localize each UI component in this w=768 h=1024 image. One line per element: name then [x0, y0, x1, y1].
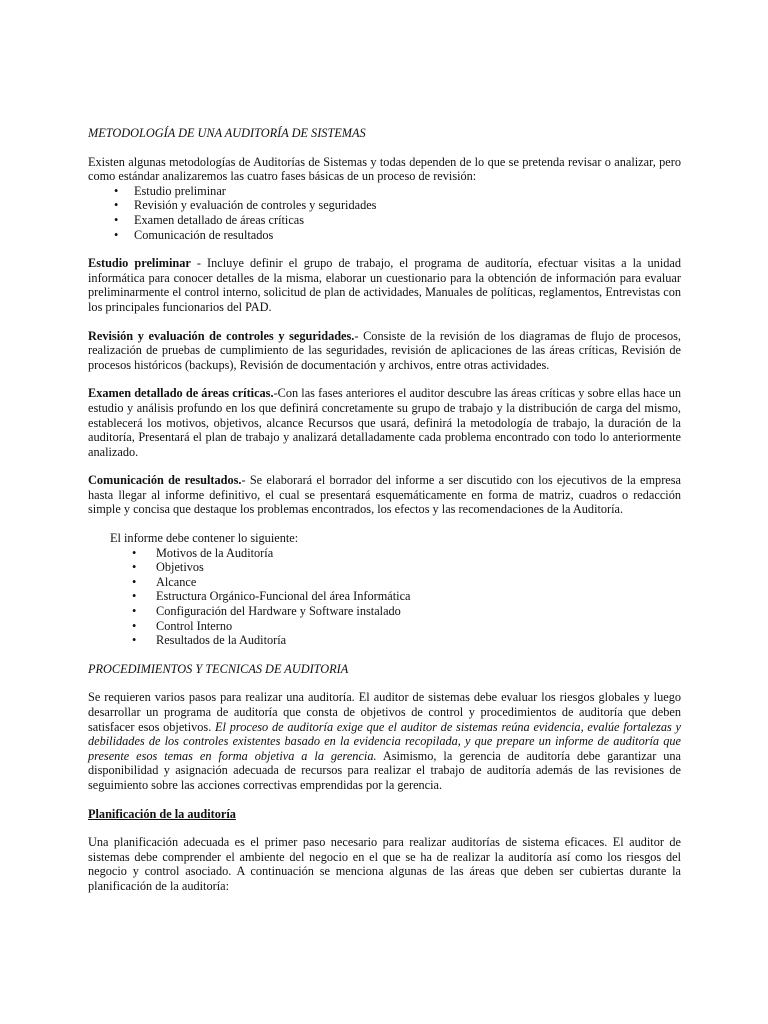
list-item: • Alcance	[88, 575, 681, 590]
procedures-text-start: Se requieren varios pasos para realizar una auditoría. El auditor de sistemas debe evaluar los riesgos globales y luego desarrollar un programa de auditoría que consta de objetivos de control y procedimientos de auditoría que deben satisfacer esos objetivos.	[88, 690, 681, 734]
term-label: Revisión y evaluación de controles y seguridades.	[88, 328, 355, 343]
list-item: • Estructura Orgánico-Funcional del área Informática	[88, 589, 681, 604]
term-label: Comunicación de resultados.	[88, 473, 242, 488]
list-item: • Objetivos	[88, 560, 681, 575]
list-item: • Control Interno	[88, 619, 681, 634]
paragraph-preliminary-study	[88, 256, 681, 314]
list-item: • Configuración del Hardware y Software instalado	[88, 604, 681, 619]
term-text: - Incluye definir el grupo de trabajo, el programa de auditoría, efectuar visitas a la unidad informática para conocer detalles de la misma, elaborar un cuestionario para la obtención de información para evaluar preliminarmente el control interno, solicitud de plan de actividades, Manuales de políticas, reglamentos, Entrevistas con los principales funcionarios del PAD.	[88, 256, 681, 314]
paragraph-critical-areas	[88, 386, 681, 459]
paragraph-results-communication	[88, 473, 681, 517]
paragraph-controls-review	[88, 329, 681, 373]
list-item: • Resultados de la Auditoría	[88, 633, 681, 648]
list-item: • Motivos de la Auditoría	[88, 546, 681, 561]
procedures-text-italic: El proceso de auditoría exige que el auditor de sistemas reúna evidencia, evalúe fortalezas y debilidades de los controles existentes basado en la evidencia recopilada, y que prepare un informe de auditoría que presente esos temas en forma objetiva a la gerencia.	[88, 719, 681, 763]
list-item: • Estudio preliminar	[88, 184, 681, 199]
section-title-procedures: PROCEDIMIENTOS Y TECNICAS DE AUDITORIA	[88, 661, 349, 676]
term-label: Estudio preliminar	[88, 256, 191, 271]
section-title-methodology: METODOLOGÍA DE UNA AUDITORÍA DE SISTEMAS	[88, 126, 366, 140]
section-title-planning	[88, 807, 681, 822]
list-item: • Revisión y evaluación de controles y seguridades	[88, 198, 681, 213]
list-item: • Examen detallado de áreas críticas	[88, 213, 681, 228]
term-text: - Consiste de la revisión de los diagramas de flujo de procesos, realización de pruebas de cumplimiento de las seguridades, revisión de aplicaciones de las áreas críticas, Revisión de procesos históricos (backups), Revisión de documentación y archivos, entre otras actividades.	[88, 328, 681, 372]
procedures-text-end: Asimismo, la gerencia de auditoría debe garantizar una disponibilidad y asignación adecuada de recursos para realizar el trabajo de auditoría además de las revisiones de seguimiento sobre las acciones correctivas emprendidas por la gerencia.	[88, 748, 681, 792]
planning-heading: Planificación de la auditoría	[88, 806, 236, 821]
term-label: Examen detallado de áreas críticas.	[88, 386, 274, 401]
phases-list	[88, 184, 681, 242]
planning-paragraph: Una planificación adecuada es el primer paso necesario para realizar auditorías de sistema eficaces. El auditor de sistemas debe comprender el ambiente del negocio en el que se ha de realizar la auditoría así como los riesgos del negocio y control asociado. A continuación se menciona algunas de las áreas que deben ser cubiertas durante la planificación de la auditoría:	[88, 835, 681, 893]
term-text: - Se elaborará el borrador del informe a ser discutido con los ejecutivos de la empresa hasta llegar al informe definitivo, el cual se presentará esquemáticamente en forma de matriz, cuadros o redacción simple y concisa que destaque los problemas encontrados, los efectos y las recomendaciones de la Auditoría.	[88, 473, 681, 517]
report-intro: El informe debe contener lo siguiente:	[110, 531, 299, 546]
list-item: • Comunicación de resultados	[88, 228, 681, 243]
report-items-list	[88, 546, 681, 648]
term-text: -Con las fases anteriores el auditor descubre las áreas críticas y sobre ellas hace un estudio y análisis profundo en los que definirá concretamente su grupo de trabajo y la distribución de carga del mismo, establecerá los motivos, objetivos, alcance Recursos que usará, definirá la metodología de trabajo, la duración de la auditoría, Presentará el plan de trabajo y analizará detalladamente cada problema encontrado con todo lo anteriormente analizado.	[88, 386, 681, 459]
procedures-paragraph	[88, 690, 681, 792]
intro-paragraph: Existen algunas metodologías de Auditorías de Sistemas y todas dependen de lo que se pretenda revisar o analizar, pero como estándar analizaremos las cuatro fases básicas de un proceso de revisión:	[88, 154, 681, 184]
